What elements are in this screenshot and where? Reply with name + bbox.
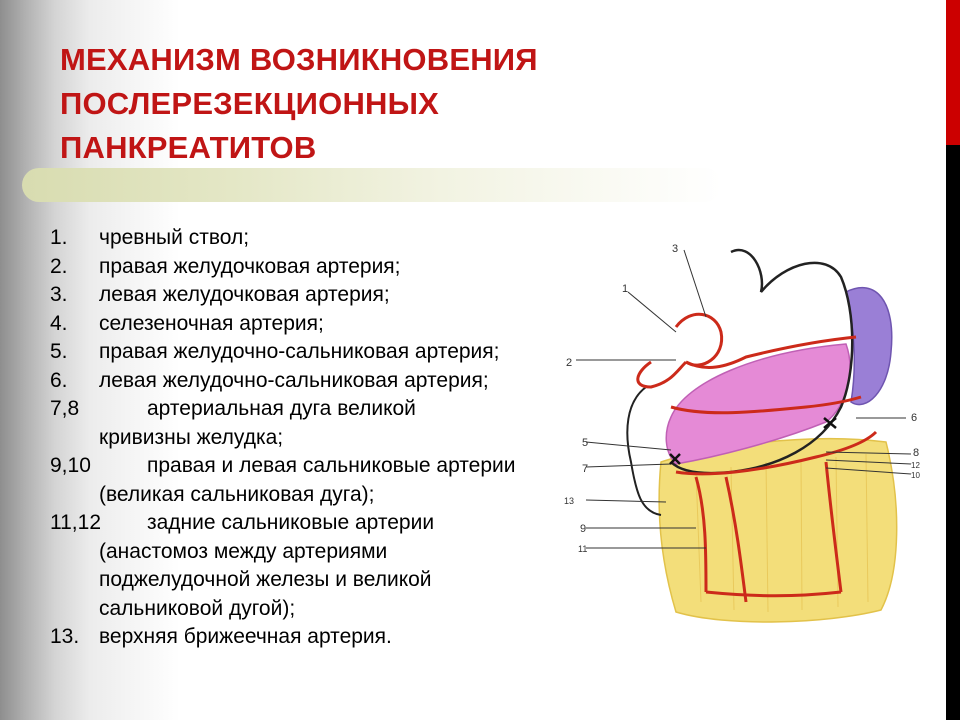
duodenum-outline [627,387,661,515]
anatomy-diagram [556,232,936,628]
list-item-number: 7,8 [50,397,80,420]
list-item-number: 5. [50,340,68,363]
diagram-label-6: 6 [911,412,918,424]
list-item-text: верхняя брижеечная артерия. [99,625,392,648]
list-item-number: 6. [50,368,68,392]
diagram-label-10: 10 [911,471,920,480]
diagram-label-7: 7 [582,463,589,475]
diagram-label-3: 3 [672,243,679,255]
title-line-2: ПОСЛЕРЕЗЕКЦИОННЫХ [60,86,440,121]
diagram-label-1: 1 [622,283,629,295]
list-item-text: правая желудочно-сальниковая артерия; [99,340,500,363]
list-item [0,623,560,652]
slide-title [60,38,700,170]
diagram-label-9: 9 [580,523,587,535]
list-item [0,253,560,282]
list-item [0,452,565,509]
list-item-number: 2. [50,254,68,278]
list-item-number: 11,12 [50,511,101,534]
diagram-label-11: 11 [578,544,588,554]
list-item [0,395,500,452]
title-line-3: ПАНКРЕАТИТОВ [60,130,317,165]
list-item-text: задние сальниковые артерии (анастомоз между артериями поджелудочной железы и великой сальниковой дугой); [99,511,435,620]
diagram-label-2: 2 [566,357,573,369]
list-item-text: левая желудочно-сальниковая артерия; [99,368,489,392]
list-item-text: артериальная дуга великой кривизны желудка; [99,397,416,449]
list-item-number: 3. [50,283,68,306]
right-accent-black [946,145,960,720]
list-item-text: правая и левая сальниковые артерии (великая сальниковая дуга); [99,454,516,506]
list-item [0,310,560,339]
diagram-label-8: 8 [913,447,920,459]
list-item-text: селезеночная артерия; [99,311,324,335]
artery-list [0,224,560,652]
list-item-text: правая желудочковая артерия; [99,254,401,278]
list-item [0,509,530,623]
right-accent-red [946,0,960,145]
diagram-label-12: 12 [911,461,920,470]
list-item-number: 13. [50,625,80,648]
diagram-label-13: 13 [564,496,575,506]
diagram-label-5: 5 [582,437,589,449]
list-item-text: чревный ствол; [99,226,250,249]
list-item [0,281,560,310]
list-item-text: левая желудочковая артерия; [99,283,390,306]
list-item [0,367,490,396]
list-item-number: 1. [50,226,68,249]
list-item-number: 4. [50,311,68,335]
title-line-1: МЕХАНИЗМ ВОЗНИКНОВЕНИЯ [60,42,538,77]
list-item [0,338,505,367]
list-item-number: 9,10 [50,454,91,477]
list-item [0,224,560,253]
title-divider-bar [22,168,722,202]
